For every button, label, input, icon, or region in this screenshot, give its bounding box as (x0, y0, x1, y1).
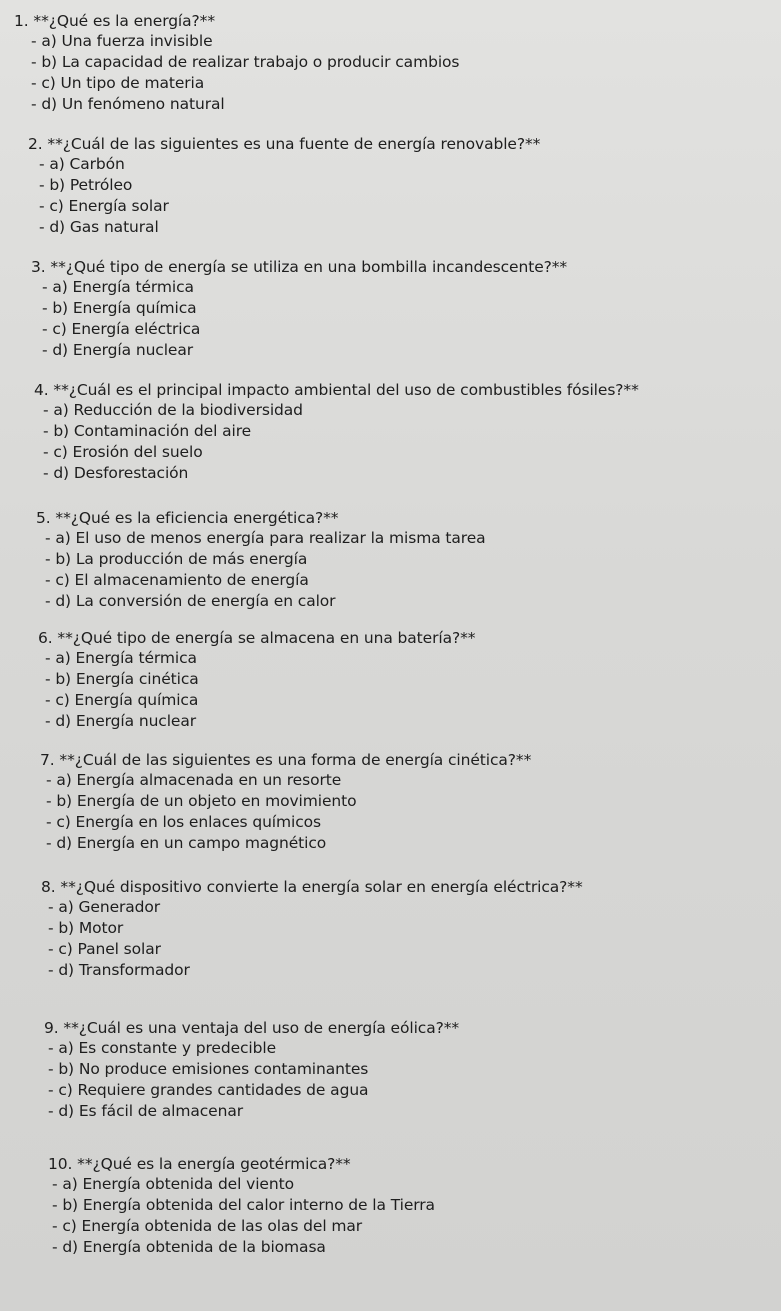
option-d: - d) Energía en un campo magnético (46, 834, 327, 852)
option-c: - c) Panel solar (48, 940, 161, 958)
option-a: - a) Energía almacenada en un resorte (46, 771, 342, 789)
question-10 (0, 1154, 781, 1258)
option-a: - a) El uso de menos energía para realizar la misma tarea (45, 529, 486, 547)
option-a: - a) Reducción de la biodiversidad (43, 401, 303, 419)
option-c: - c) Requiere grandes cantidades de agua (48, 1081, 369, 1099)
option-c: - c) Un tipo de materia (31, 74, 205, 92)
option-b: - b) La producción de más energía (45, 550, 308, 568)
option-d: - d) Un fenómeno natural (31, 95, 225, 113)
option-b: - b) Contaminación del aire (43, 422, 252, 440)
option-c: - c) Energía en los enlaces químicos (46, 813, 321, 831)
question-title: 4. **¿Cuál es el principal impacto ambiental del uso de combustibles fósiles?** (34, 381, 639, 399)
option-a: - a) Una fuerza invisible (31, 32, 213, 50)
question-9 (0, 1018, 781, 1122)
option-a: - a) Es constante y predecible (48, 1039, 277, 1057)
option-b: - b) Energía química (42, 299, 197, 317)
question-title: 10. **¿Qué es la energía geotérmica?** (48, 1155, 351, 1173)
option-d: - d) La conversión de energía en calor (45, 592, 336, 610)
option-b: - b) Energía de un objeto en movimiento (46, 792, 357, 810)
question-1 (0, 11, 781, 115)
option-b: - b) Energía obtenida del calor interno de la Tierra (52, 1196, 435, 1214)
question-title: 9. **¿Cuál es una ventaja del uso de energía eólica?** (44, 1019, 460, 1037)
option-d: - d) Energía nuclear (45, 712, 197, 730)
option-c: - c) Energía obtenida de las olas del mar (52, 1217, 363, 1235)
option-d: - d) Es fácil de almacenar (48, 1102, 244, 1120)
question-title: 6. **¿Qué tipo de energía se almacena en una batería?** (38, 629, 476, 647)
option-d: - d) Transformador (48, 961, 190, 979)
option-b: - b) Motor (48, 919, 124, 937)
option-a: - a) Energía térmica (42, 278, 194, 296)
option-b: - b) No produce emisiones contaminantes (48, 1060, 369, 1078)
option-c: - c) El almacenamiento de energía (45, 571, 309, 589)
option-a: - a) Generador (48, 898, 161, 916)
question-title: 5. **¿Qué es la eficiencia energética?** (36, 509, 339, 527)
question-7 (0, 750, 781, 854)
option-d: - d) Gas natural (39, 218, 159, 236)
question-title: 7. **¿Cuál de las siguientes es una forma de energía cinética?** (40, 751, 532, 769)
option-d: - d) Energía nuclear (42, 341, 194, 359)
question-4 (0, 380, 781, 484)
option-d: - d) Desforestación (43, 464, 189, 482)
question-6 (0, 628, 781, 732)
option-b: - b) Petróleo (39, 176, 133, 194)
option-b: - b) La capacidad de realizar trabajo o producir cambios (31, 53, 460, 71)
option-a: - a) Energía térmica (45, 649, 197, 667)
question-3 (0, 257, 781, 361)
question-8 (0, 877, 781, 981)
question-2 (0, 134, 781, 238)
option-b: - b) Energía cinética (45, 670, 199, 688)
question-title: 8. **¿Qué dispositivo convierte la energía solar en energía eléctrica?** (41, 878, 583, 896)
option-a: - a) Energía obtenida del viento (52, 1175, 294, 1193)
question-title: 3. **¿Qué tipo de energía se utiliza en una bombilla incandescente?** (31, 258, 568, 276)
option-c: - c) Energía eléctrica (42, 320, 201, 338)
option-c: - c) Energía solar (39, 197, 169, 215)
option-c: - c) Energía química (45, 691, 199, 709)
option-c: - c) Erosión del suelo (43, 443, 203, 461)
question-title: 2. **¿Cuál de las siguientes es una fuente de energía renovable?** (28, 135, 541, 153)
question-5 (0, 508, 781, 612)
question-title: 1. **¿Qué es la energía?** (14, 12, 215, 30)
option-d: - d) Energía obtenida de la biomasa (52, 1238, 326, 1256)
option-a: - a) Carbón (39, 155, 125, 173)
